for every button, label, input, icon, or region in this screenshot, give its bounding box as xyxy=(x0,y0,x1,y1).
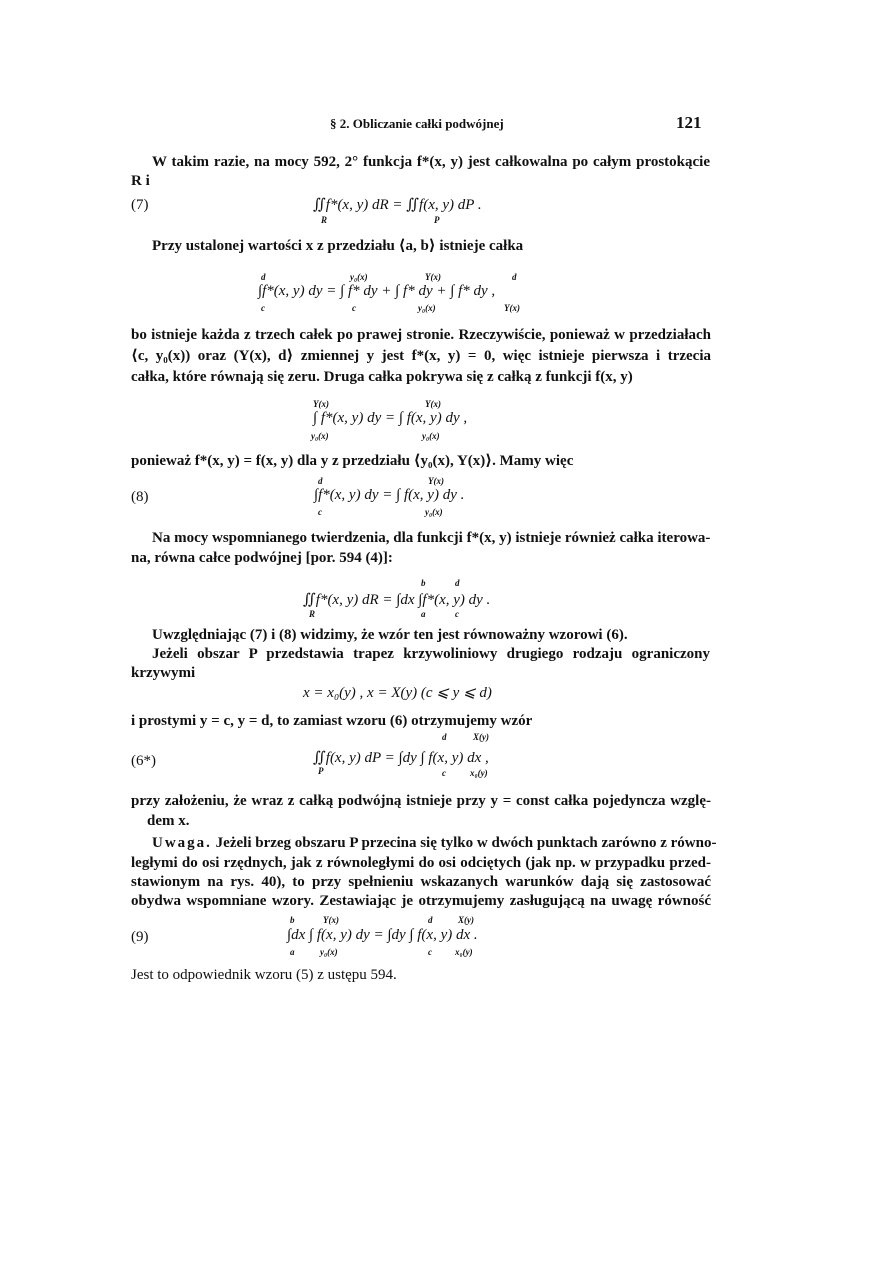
equation-limit: Y(x) xyxy=(313,399,329,409)
equation-8: ∫f*(x, y) dy = ∫ f(x, y) dy . xyxy=(314,487,465,503)
equation-d: x = x₀(y) , x = X(y) (c ⩽ y ⩽ d) xyxy=(303,685,492,701)
paragraph-line: i prostymi y = c, y = d, to zamiast wzoru (6) otrzymujemy wzór xyxy=(131,713,533,729)
equation-limit: y₀(x) xyxy=(350,272,368,282)
equation-limit: x₀(y) xyxy=(470,768,488,778)
paragraph-line: stawionym na rys. 40), to przy spełnieniu wskazanych warunków dają się zastosować xyxy=(131,874,711,890)
paragraph-line: Jest to odpowiednik wzoru (5) z ustępu 594. xyxy=(131,967,397,983)
paragraph-line: obydwa wspomniane wzory. Zestawiając je otrzymujemy zasługującą na uwagę równość xyxy=(131,893,711,909)
equation-b: ∫ f*(x, y) dy = ∫ f(x, y) dy , xyxy=(313,410,468,426)
equation-limit: d xyxy=(455,578,460,588)
paragraph-line: dem x. xyxy=(147,813,190,829)
equation-6-star: ∬f(x, y) dP = ∫dy ∫ f(x, y) dx , xyxy=(313,750,489,766)
equation-limit: R xyxy=(309,609,316,619)
remark-label: Uwaga. xyxy=(152,835,212,851)
paragraph-line: bo istnieje każda z trzech całek po prawej stronie. Rzeczywiście, ponieważ w przedziałach xyxy=(131,327,711,343)
equation-limit: a xyxy=(421,609,426,619)
equation-limit: d xyxy=(318,476,323,486)
equation-limit: P xyxy=(318,766,324,776)
equation-limit: Y(x) xyxy=(428,476,444,486)
paragraph-line: Na mocy wspomnianego twierdzenia, dla funkcji f*(x, y) istnieje również całka iterowa- xyxy=(152,530,711,546)
equation-limit: X(y) xyxy=(458,915,474,925)
equation-limit: d xyxy=(512,272,517,282)
equation-limit: c xyxy=(261,303,265,313)
equation-limit: Y(x) xyxy=(504,303,520,313)
equation-limit: Y(x) xyxy=(323,915,339,925)
page-number: 121 xyxy=(676,113,702,132)
equation-limit: d xyxy=(261,272,266,282)
equation-label: (9) xyxy=(131,929,149,945)
equation-c: ∬f*(x, y) dR = ∫dx ∫f*(x, y) dy . xyxy=(303,592,491,608)
equation-limit: d xyxy=(428,915,433,925)
equation-label: (8) xyxy=(131,489,149,505)
paragraph-line: całka, które równają się zeru. Druga całka pokrywa się z całką z funkcji f(x, y) xyxy=(131,369,633,385)
equation-limit: c xyxy=(442,768,446,778)
equation-limit: c xyxy=(318,507,322,517)
paragraph-line: ⟨c, y₀(x)) oraz (Y(x), d⟩ zmiennej y jest f*(x, y) = 0, więc istnieje pierwsza i trzecia xyxy=(131,348,711,364)
paragraph-line: krzywymi xyxy=(131,665,196,681)
paragraph-line: ponieważ f*(x, y) = f(x, y) dla y z przedziału ⟨y₀(x), Y(x)⟩. Mamy więc xyxy=(131,453,574,469)
equation-limit: c xyxy=(352,303,356,313)
paragraph-line: na, równa całce podwójnej [por. 594 (4)]: xyxy=(131,550,393,566)
equation-limit: y₀(x) xyxy=(320,947,338,957)
paragraph-line: Uwzględniając (7) i (8) widzimy, że wzór ten jest równoważny wzorowi (6). xyxy=(152,627,628,643)
equation-limit: b xyxy=(421,578,426,588)
equation-7: ∬f*(x, y) dR = ∬f(x, y) dP . xyxy=(313,197,482,213)
equation-limit: y₀(x) xyxy=(422,431,440,441)
equation-limit: y₀(x) xyxy=(425,507,443,517)
equation-limit: b xyxy=(290,915,295,925)
paragraph-line: Jeżeli obszar P przedstawia trapez krzywoliniowy drugiego rodzaju ograniczony xyxy=(152,646,710,662)
equation-label: (7) xyxy=(131,197,149,213)
equation-limit: P xyxy=(434,215,440,225)
running-header: § 2. Obliczanie całki podwójnej xyxy=(330,116,504,131)
equation-label: (6*) xyxy=(131,753,156,769)
equation-9: ∫dx ∫ f(x, y) dy = ∫dy ∫ f(x, y) dx . xyxy=(287,927,478,943)
equation-limit: y₀(x) xyxy=(418,303,436,313)
paragraph-line: ległymi do osi rzędnych, jak z równoległymi do osi odciętych (jak np. w przypadku przed- xyxy=(131,855,711,871)
equation-limit: Y(x) xyxy=(425,272,441,282)
paragraph-line: przy założeniu, że wraz z całką podwójną istnieje przy y = const całka pojedyncza wzglę- xyxy=(131,793,711,809)
equation-limit: a xyxy=(290,947,295,957)
paragraph-line: Przy ustalonej wartości x z przedziału ⟨a, b⟩ istnieje całka xyxy=(152,238,524,254)
paragraph-line: W takim razie, na mocy 592, 2° funkcja f*(x, y) jest całkowalna po całym prostokącie xyxy=(152,154,710,170)
paragraph-line: R i xyxy=(131,173,150,189)
equation-limit: y₀(x) xyxy=(311,431,329,441)
equation-limit: c xyxy=(455,609,459,619)
remark-text: Jeżeli brzeg obszaru P przecina się tylko w dwóch punktach zarówno z równo- xyxy=(211,835,717,851)
equation-limit: d xyxy=(442,732,447,742)
equation-limit: x₀(y) xyxy=(455,947,473,957)
equation-limit: c xyxy=(428,947,432,957)
paragraph-line xyxy=(152,834,717,853)
equation-a: ∫f*(x, y) dy = ∫ f* dy + ∫ f* dy + ∫ f* dy , xyxy=(258,283,496,299)
equation-limit: R xyxy=(321,215,328,225)
equation-limit: X(y) xyxy=(473,732,489,742)
equation-limit: Y(x) xyxy=(425,399,441,409)
